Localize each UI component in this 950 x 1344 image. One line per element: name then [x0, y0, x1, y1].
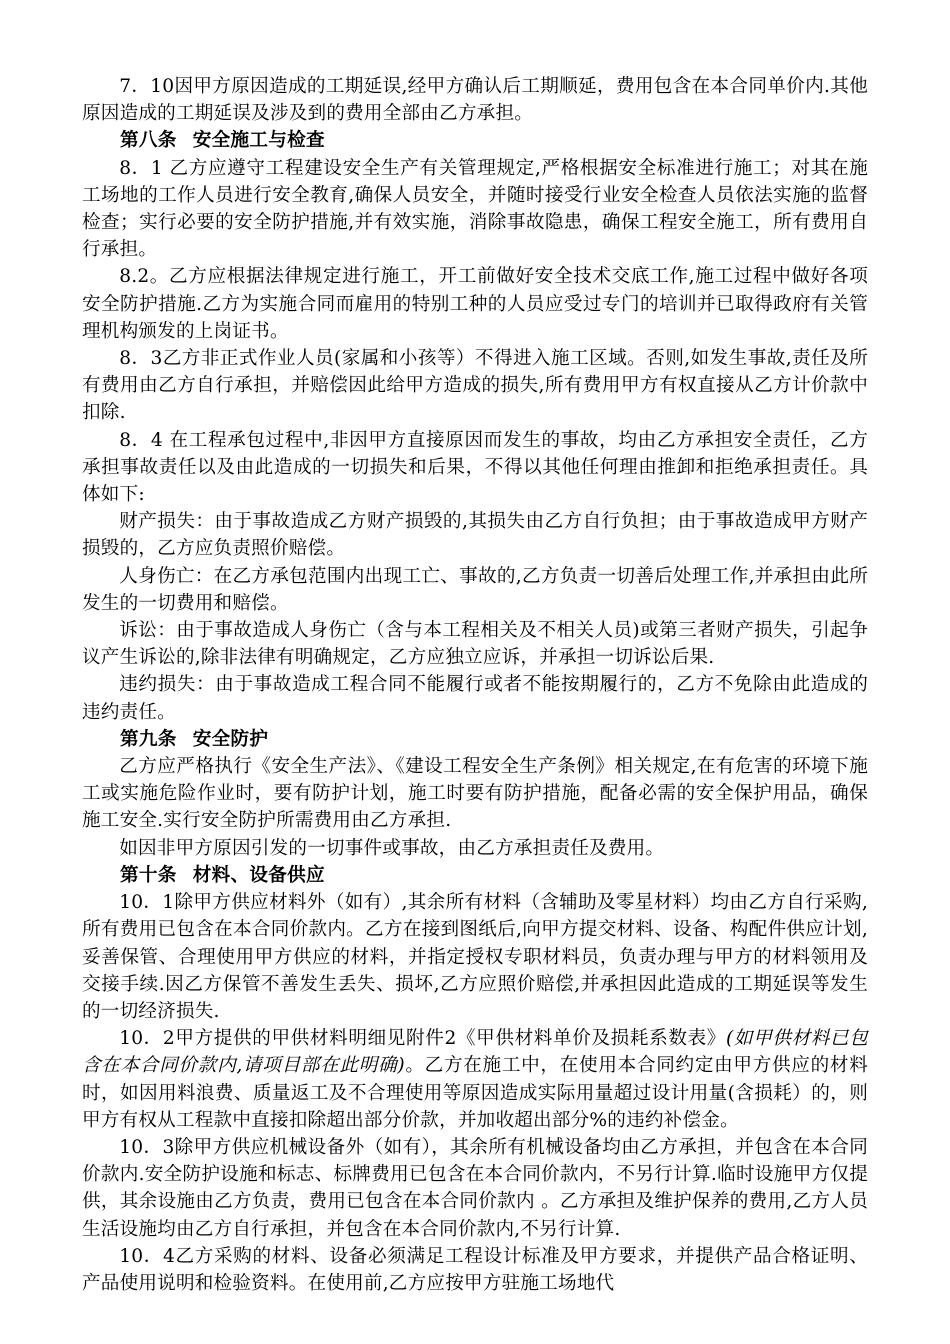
clause-10-2-text-after: 。乙方在施工中，在使用本合同约定由甲方供应的材料时，如因用料浪费、质量返工及不合理使用等原因造成实际用量超过设计用量(含损耗）的，则甲方有权从工程款中直接扣除超出部分价款，并加收超出部分%的违约补偿金。 [82, 1055, 868, 1131]
clause-8-1: 8．1 乙方应遵守工程建设安全生产有关管理规定,严格根据安全标准进行施工；对其在施工场地的工作人员进行安全教育,确保人员安全，并随时接受行业安全检查人员依法实施的监督检查；实行必要的安全防护措施,并有效实施，消除事故隐患，确保工程安全施工，所有费用自行承担。 [82, 157, 868, 261]
article-9-heading [82, 726, 868, 753]
article-title: 安全防护 [192, 728, 269, 750]
personal-injury-item: 人身伤亡：在乙方承包范围内出现工亡、事故的,乙方负责一切善后处理工作,并承担由此所发生的一切费用和赔偿。 [82, 565, 868, 614]
article-9-para-1: 乙方应严格执行《安全生产法》、《建设工程安全生产条例》相关规定,在有危害的环境下施工或实施危险作业时，要有防护计划，施工时要有防护措施，配备必需的安全保护用品，确保施工安全.实行安全防护所需费用由乙方承担. [82, 756, 868, 832]
article-8-heading [82, 127, 868, 154]
clause-10-2 [82, 1025, 868, 1134]
clause-10-4: 10．4乙方采购的材料、设备必须满足工程设计标准及甲方要求，并提供产品合格证明、产品使用说明和检验资料。在使用前,乙方应按甲方驻施工场地代 [82, 1245, 868, 1294]
article-9-para-2: 如因非甲方原因引发的一切事件或事故，由乙方承担责任及费用。 [119, 837, 665, 859]
breach-loss-item: 违约损失：由于事故造成工程合同不能履行或者不能按期履行的，乙方不免除由此造成的违约责任。 [82, 674, 868, 723]
clause-10-1: 10．1除甲方供应材料外（如有）,其余所有材料（含辅助及零星材料）均由乙方自行采购,所有费用已包含在本合同价款内。乙方在接到图纸后,向甲方提交材料、设备、构配件供应计划,妥善保管、合理使用甲方供应的材料，并指定授权专职材料员，负责办理与甲方的材料领用及交接手续.因乙方保管不善发生丢失、损坏,乙方应照价赔偿,并承担因此造成的工期延误等发生的一切经济损失. [82, 892, 868, 1022]
clause-8-4: 8．4 在工程承包过程中,非因甲方直接原因而发生的事故，均由乙方承担安全责任，乙方承担事故责任以及由此造成的一切损失和后果，不得以其他任何理由推卸和拒绝承担责任。具体如下: [82, 429, 868, 506]
clause-8-2: 8.2。乙方应根据法律规定进行施工，开工前做好安全技术交底工作,施工过程中做好各项安全防护措施.乙方为实施合同而雇用的特别工种的人员应受过专门的培训并已取得政府有关管理机构颁发的上岗证书。 [82, 266, 868, 342]
article-number: 第八条 [120, 130, 177, 152]
property-loss-item: 财产损失：由于事故造成乙方财产损毁的,其损失由乙方自行负担；由于事故造成甲方财产损毁的，乙方应负责照价赔偿。 [82, 511, 868, 560]
article-title: 安全施工与检查 [192, 130, 325, 152]
article-title: 材料、设备供应 [192, 864, 325, 886]
article-number: 第十条 [120, 864, 177, 886]
clause-10-2-italic-note: (如甲供材料已包含在本合同价款内,请项目部在此明确) [82, 1028, 869, 1077]
clause-10-2-text-before: 10．2甲方提供的甲供材料明细见附件2《甲供材料单价及损耗系数表》 [119, 1028, 726, 1050]
clause-8-3: 8．3乙方非正式作业人员(家属和小孩等）不得进入施工区域。否则,如发生事故,责任及所有费用由乙方自行承担，并赔偿因此给甲方造成的损失,所有费用甲方有权直接从乙方计价款中扣除. [82, 348, 868, 424]
clause-7-10: 7．10因甲方原因造成的工期延误,经甲方确认后工期顺延，费用包含在本合同单价内.其他原因造成的工期延误及涉及到的费用全部由乙方承担。 [82, 76, 868, 125]
clause-10-3: 10．3除甲方供应机械设备外（如有），其余所有机械设备均由乙方承担，并包含在本合同价款内.安全防护设施和标志、标牌费用已包含在本合同价款内，不另行计算.临时设施甲方仅提供，其余设施由乙方负责，费用已包含在本合同价款内 。乙方承担及维护保养的费用,乙方人员生活设施均由乙方自行承担，并包含在本合同价款内,不另行计算. [82, 1136, 868, 1240]
litigation-item: 诉讼：由于事故造成人身伤亡（含与本工程相关及不相关人员)或第三者财产损失，引起争议产生诉讼的,除非法律有明确规定，乙方应独立应诉，并承担一切诉讼后果. [82, 620, 868, 669]
article-number: 第九条 [120, 728, 177, 750]
article-10-heading [82, 862, 868, 889]
